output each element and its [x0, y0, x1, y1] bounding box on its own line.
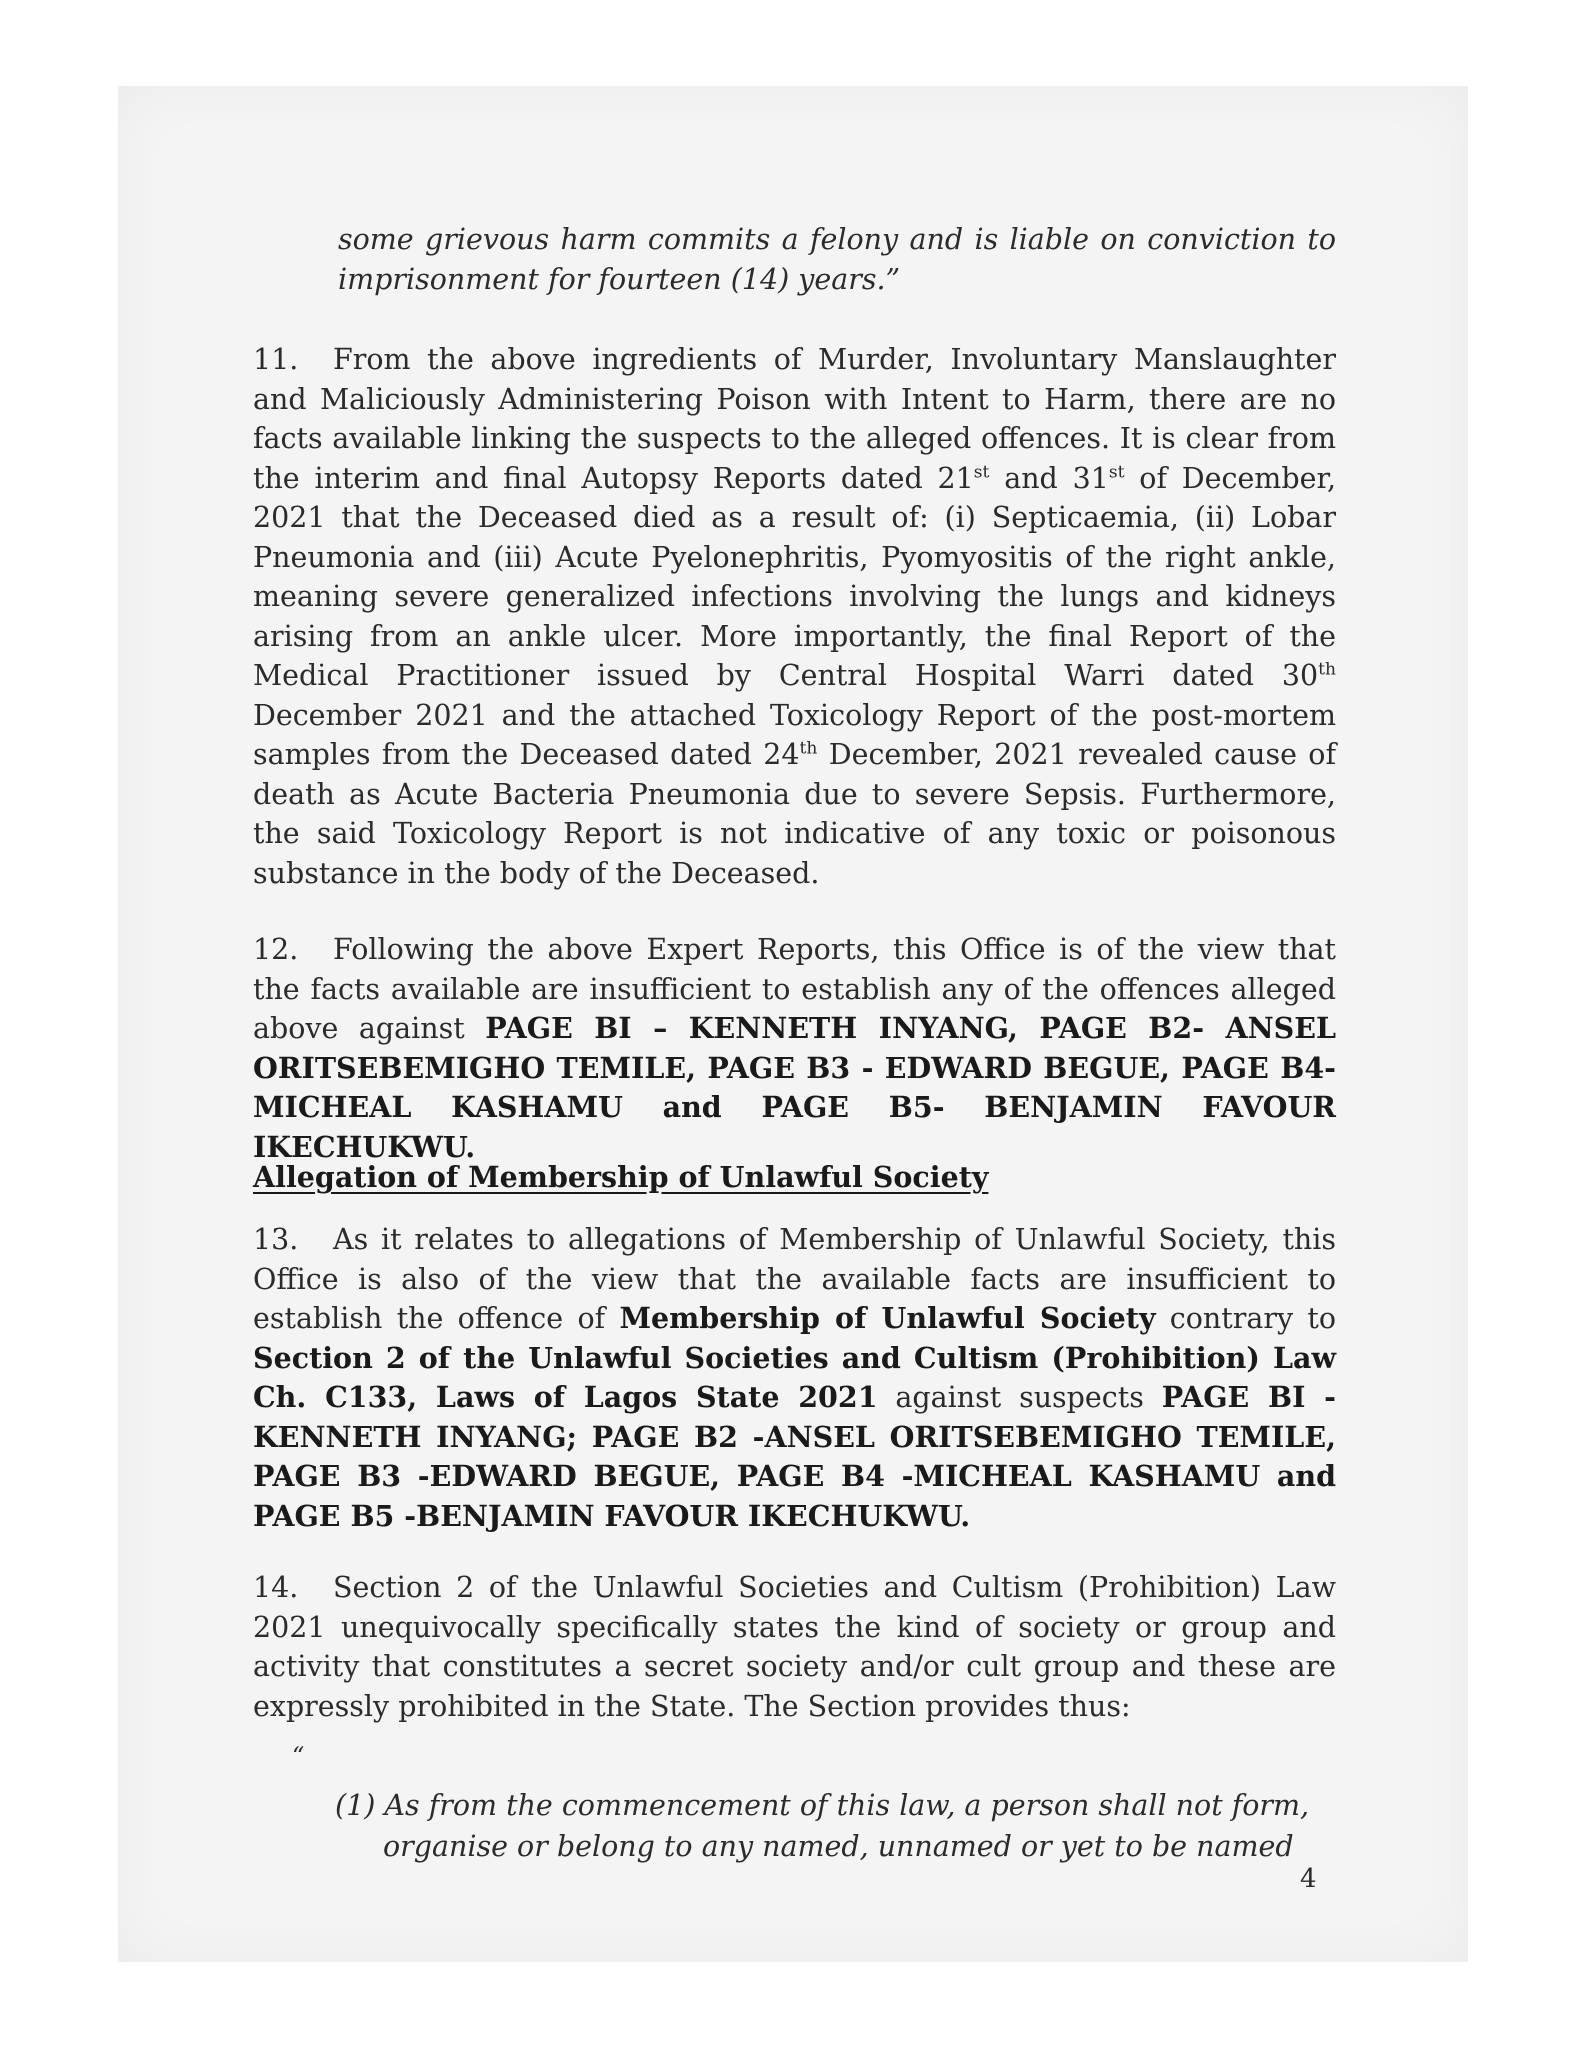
paragraph-text: From the above ingredients of Murder, Involuntary Manslaughter and Maliciously Administering Poison with Intent to Harm, there are no facts available linking the suspects to the alleged offences. It is clear from the interim and final Autopsy Reports dated 21 [253, 343, 1336, 495]
paragraph-number: 11. [253, 343, 299, 376]
quoted-text-continuation [338, 220, 1336, 300]
ordinal-suffix: th [1318, 659, 1336, 680]
paragraph-14 [253, 1568, 1336, 1726]
paragraph-text: December, 2021 revealed cause of death as Acute Bacteria Pneumonia due to severe Sepsis. Furthermore, the said Toxicology Report is not indicative of any toxic or poisonous substance in the body of the Deceased. [253, 738, 1336, 890]
paragraph-text: against suspects [877, 1381, 1162, 1414]
statute-reference: Section 2 of the Unlawful Societies and Cultism (Prohibition) Law Ch. C133, Laws of Lagos State 2021 [253, 1340, 1336, 1414]
paragraph-text: As it relates to allegations of Membership of Unlawful Society, this Office is also of the view that the available facts are insufficient to establish the offence of [253, 1223, 1336, 1335]
paragraph-text: Section 2 of the Unlawful Societies and Cultism (Prohibition) Law 2021 unequivocally specifically states the kind of society or group and activity that constitutes a secret society and/or cult group and these are expressly prohibited in the State. The Section provides thus: [253, 1571, 1336, 1723]
ordinal-suffix: st [973, 462, 990, 482]
suspect-names: PAGE BI - KENNETH INYANG; PAGE B2 -ANSEL ORITSEBEMIGHO TEMILE, PAGE B3 -EDWARD BEGUE, PAGE B4 -MICHEAL KASHAMU and PAGE B5 -BENJAMIN FAVOUR IKECHUKWU. [253, 1380, 1336, 1533]
subclause-line-2: organise or belong to any named, unnamed or yet to be named [383, 1830, 1294, 1863]
paragraph-11 [253, 340, 1336, 893]
paragraph-13 [253, 1220, 1336, 1536]
offence-name: Membership of Unlawful Society [619, 1301, 1156, 1335]
paragraph-text: December 2021 and the attached Toxicology Report of the post-mortem samples from the Deceased dated 24 [253, 698, 1336, 771]
paragraph-text: and 31 [989, 461, 1109, 495]
paragraph-number: 13. [253, 1223, 299, 1256]
paragraph-text: contrary to [1155, 1302, 1336, 1335]
statute-subclause-1 [335, 1785, 1320, 1867]
paragraph-number: 12. [253, 933, 299, 966]
quote-line-1: some grievous harm commits a felony and is liable on conviction to [338, 223, 1336, 256]
ordinal-suffix: st [1108, 462, 1125, 482]
section-heading: Allegation of Membership of Unlawful Society [253, 1160, 989, 1194]
ordinal-suffix: th [799, 738, 818, 759]
suspect-names: PAGE BI – KENNETH INYANG, PAGE B2- ANSEL ORITSEBEMIGHO TEMILE, PAGE B3 - EDWARD BEGUE, PAGE B4- MICHEAL KASHAMU and PAGE B5- BENJAMIN FAVOUR IKECHUKWU. [253, 1011, 1336, 1164]
opening-quote-mark: “ [292, 1742, 305, 1770]
paragraph-12 [253, 930, 1336, 1167]
quote-line-2: imprisonment for fourteen (14) years.” [338, 263, 901, 296]
paragraph-text: Following the above Expert Reports, this Office is of the view that the facts available are insufficient to establish any of the offences alleged above against [253, 933, 1336, 1045]
paragraph-number: 14. [253, 1571, 299, 1604]
page-number: 4 [1300, 1864, 1317, 1894]
paragraph-text: of December, 2021 that the Deceased died as a result of: (i) Septicaemia, (ii) Lobar Pneumonia and (iii) Acute Pyelonephritis, Pyomyositis of the right ankle, meaning severe generalized infections involving the lungs and kidneys arising from an ankle ulcer. More importantly, the final Report of the Medical Practitioner issued by Central Hospital Warri dated 30 [253, 461, 1336, 692]
subclause-line-1: (1) As from the commencement of this law, a person shall not form, [335, 1789, 1310, 1822]
